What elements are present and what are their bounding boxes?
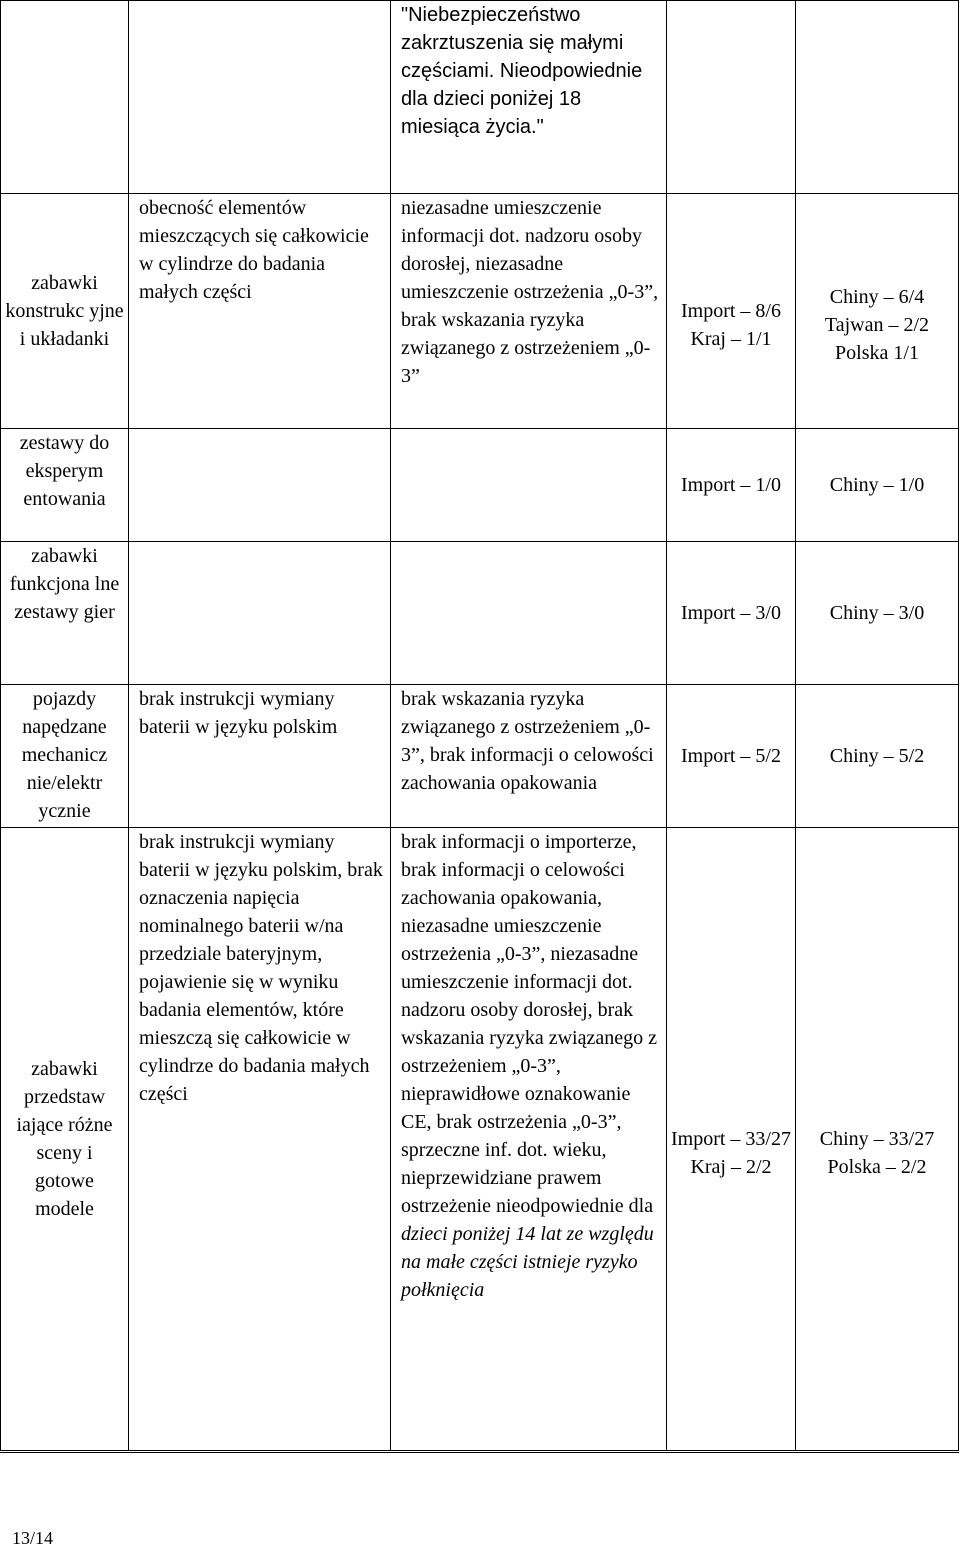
origin-cell — [796, 194, 959, 429]
source-cell — [667, 429, 796, 542]
origin-cell — [796, 1, 959, 194]
source-cell — [667, 685, 796, 828]
finding-text: brak wskazania ryzyka związanego z ostrzeżeniem „0-3”, brak informacji o celowości zachowania opakowania — [401, 688, 654, 794]
finding-text: niezasadne umieszczenie informacji dot. nadzoru osoby dorosłej, niezasadne umieszczenie ostrzeżenia „0-3”, brak wskazania ryzyka związanego z ostrzeżeniem „0-3” — [401, 197, 659, 387]
finding-cell — [391, 685, 667, 828]
finding-cell — [391, 542, 667, 685]
origin-text: Chiny – 3/0 — [829, 602, 925, 624]
defect-cell — [129, 542, 391, 685]
origin-text: Chiny – 5/2 — [829, 745, 925, 767]
source-text: Import – 1/0 — [681, 474, 781, 496]
table-row — [1, 542, 959, 685]
origin-cell — [796, 828, 959, 1452]
finding-text: brak informacji o importerze, brak informacji o celowości zachowania opakowania, niezasadne umieszczenie ostrzeżenia „0-3”, niezasadne umieszczenie informacji dot. nadzoru osoby dorosłej, brak wskazania ryzyka związanego z ostrzeżeniem „0-3”, nieprawidłowe oznakowanie CE, brak ostrzeżenia „0-3”, sprzeczne inf. dot. wieku, nieprzewidziane prawem ostrzeżenie nieodpowiednie dla — [401, 831, 657, 1217]
origin-cell — [796, 542, 959, 685]
origin-text: Chiny – 33/27 Polska – 2/2 — [819, 1128, 935, 1178]
defect-cell — [129, 828, 391, 1452]
category-cell — [1, 1, 129, 194]
source-text: Import – 33/27 Kraj – 2/2 — [671, 1128, 791, 1178]
source-cell — [667, 828, 796, 1452]
category-cell — [1, 429, 129, 542]
finding-italic-text: dzieci poniżej 14 lat ze względu na małe części istnieje ryzyko połknięcia — [401, 1223, 654, 1301]
category-cell — [1, 542, 129, 685]
table-row — [1, 828, 959, 1452]
origin-cell — [796, 685, 959, 828]
finding-cell — [391, 828, 667, 1452]
page-number: 13/14 — [12, 1528, 54, 1548]
defect-cell — [129, 685, 391, 828]
table-row — [1, 429, 959, 542]
finding-cell — [391, 1, 667, 194]
origin-text: Chiny – 1/0 — [829, 474, 925, 496]
origin-text: Chiny – 6/4 Tajwan – 2/2 Polska 1/1 — [824, 286, 930, 364]
category-cell — [1, 194, 129, 429]
source-text: Import – 5/2 — [681, 745, 781, 767]
source-cell — [667, 194, 796, 429]
defect-text: obecność elementów mieszczących się całkowicie w cylindrze do badania małych części — [139, 197, 369, 303]
source-cell — [667, 542, 796, 685]
source-text: Import – 8/6 Kraj – 1/1 — [681, 300, 781, 350]
defect-text: brak instrukcji wymiany baterii w języku polskim, brak oznaczenia napięcia nominalnego baterii w/na przedziale bateryjnym, pojawienie się w wyniku badania elementów, które mieszczą się całkowicie w cylindrze do badania małych części — [139, 831, 383, 1105]
table-row — [1, 194, 959, 429]
category-label: pojazdy napędzane mechanicz nie/elektr ycznie — [21, 688, 108, 822]
defect-cell — [129, 429, 391, 542]
source-text: Import – 3/0 — [681, 602, 781, 624]
defect-cell — [129, 1, 391, 194]
table-row — [1, 1, 959, 194]
category-label: zabawki funkcjona lne zestawy gier — [9, 545, 120, 623]
category-label: zabawki przedstaw iające różne sceny i gotowe modele — [16, 1058, 113, 1220]
finding-cell — [391, 429, 667, 542]
table-row — [1, 685, 959, 828]
category-label: zabawki konstrukc yjne i układanki — [5, 272, 124, 350]
finding-cell — [391, 194, 667, 429]
defect-text: brak instrukcji wymiany baterii w języku polskim — [139, 688, 338, 738]
warning-note: "Niebezpieczeństwo zakrztuszenia się małymi częściami. Nieodpowiednie dla dzieci poniżej 18 miesiąca życia." — [401, 4, 643, 138]
origin-cell — [796, 429, 959, 542]
source-cell — [667, 1, 796, 194]
category-cell — [1, 685, 129, 828]
category-cell — [1, 828, 129, 1452]
category-label: zestawy do eksperym entowania — [19, 432, 110, 510]
defect-cell — [129, 194, 391, 429]
